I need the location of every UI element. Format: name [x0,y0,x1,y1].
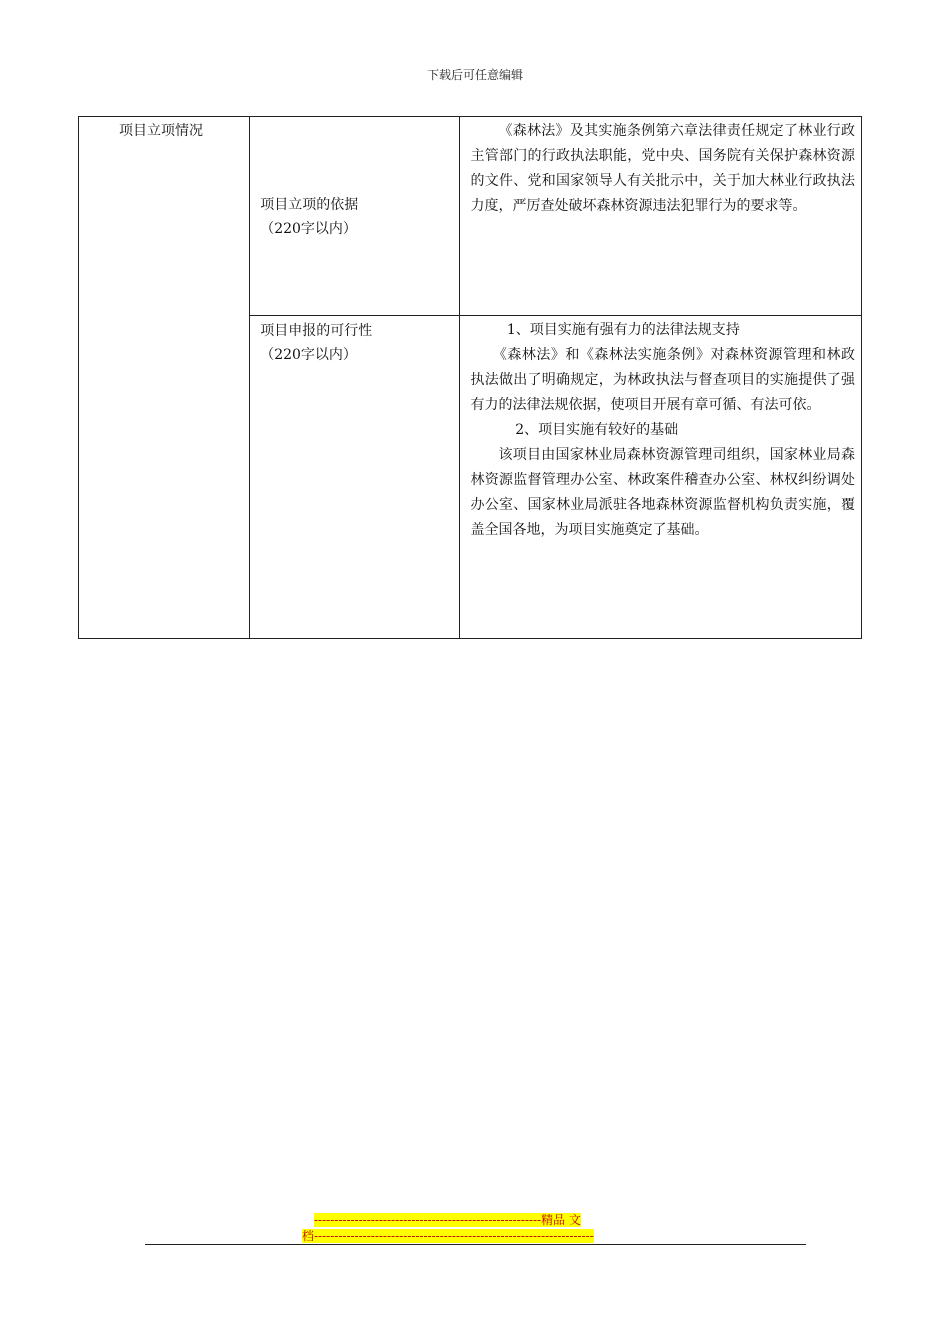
feasibility-heading-2: 2、项目实施有较好的基础 [515,422,679,438]
footer-line-1: --------------------------------------------------------精品 文 [314,1213,581,1227]
content-cell [460,316,862,639]
project-table [78,116,862,639]
feasibility-heading-1: 1、项目实施有强有力的法律法规支持 [506,322,740,338]
feasibility-content [460,316,861,543]
table-row [79,117,862,316]
footer-line-2: 档--------------------------------------------------------------------- [302,1229,594,1243]
basis-paragraph: 《森林法》及其实施条例第六章法律责任规定了林业行政主管部门的行政执法职能，党中央、国务院有关保护森林资源的文件、党和国家领导人有关批示中，关于加大林业行政执法力度，严厉查处破坏森林资源违法犯罪行为的要求等。 [470,123,855,214]
label-cell [250,316,460,639]
footer-rule [145,1244,806,1245]
footer-watermark [302,1212,646,1244]
page-header: 下载后可任意编辑 [426,68,523,82]
basis-content [460,117,861,219]
feasibility-label-title: 项目申报的可行性 [260,323,373,339]
basis-label-limit: （220字以内） [260,221,357,237]
feasibility-paragraph-2: 该项目由国家林业局森林资源管理司组织，国家林业局森林资源监督管理办公室、林政案件稽查办公室、林权纠纷调处办公室、国家林业局派驻各地森林资源监督机构负责实施，覆盖全国各地，为项目实施奠定了基础。 [470,447,855,538]
section-label: 项目立项情况 [119,123,203,139]
feasibility-label [250,316,459,367]
feasibility-paragraph-1: 《森林法》和《森林法实施条例》对森林资源管理和林政执法做出了明确规定，为林政执法与督查项目的实施提供了强有力的法律法规依据，使项目开展有章可循、有法可依。 [470,347,855,413]
basis-label [250,117,459,241]
section-cell [79,117,250,639]
basis-label-title: 项目立项的依据 [260,197,359,213]
content-cell [460,117,862,316]
label-cell [250,117,460,316]
feasibility-label-limit: （220字以内） [260,347,357,363]
